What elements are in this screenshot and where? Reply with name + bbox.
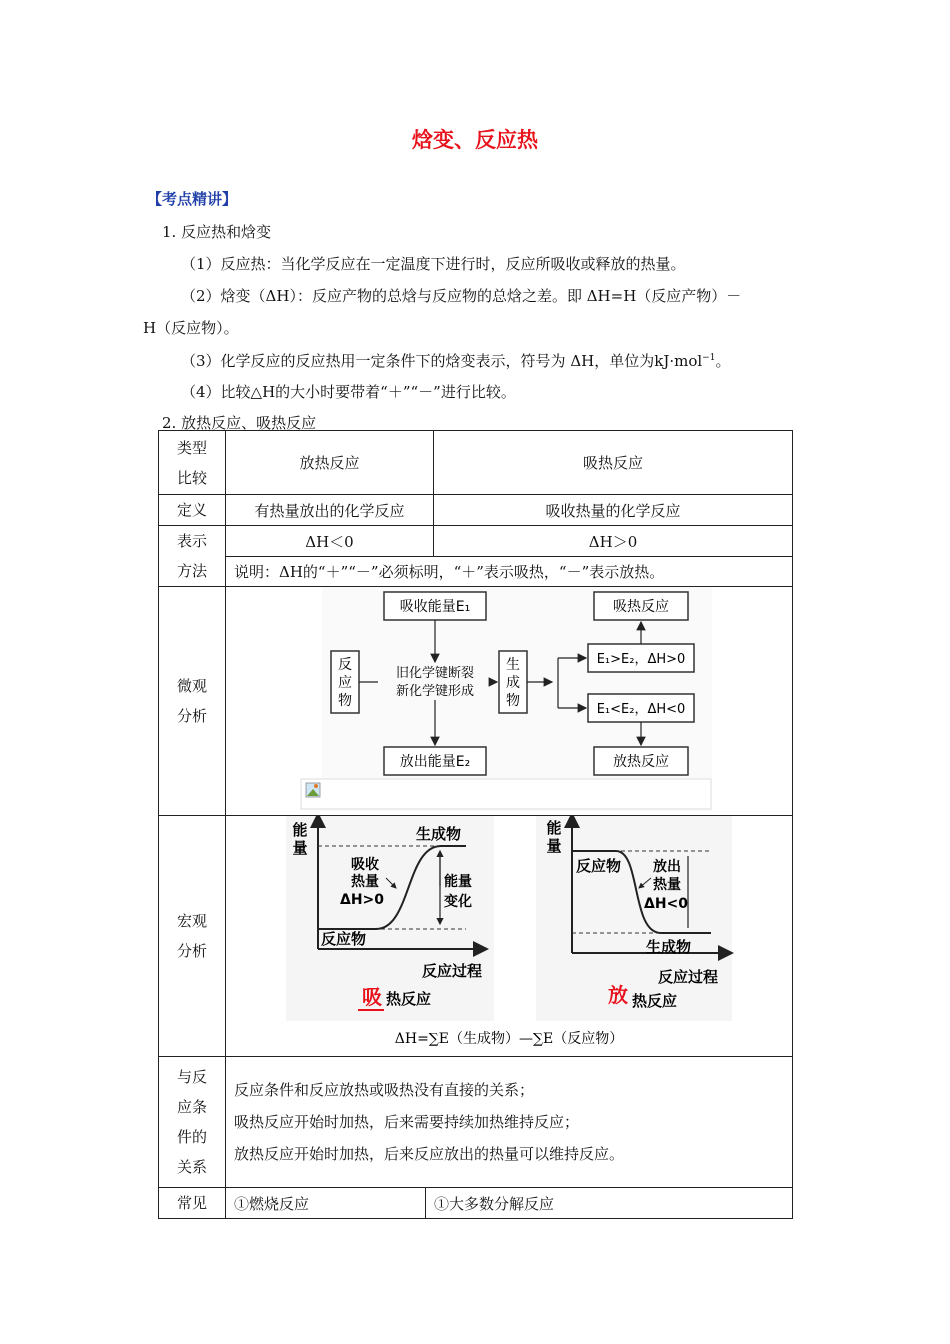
common-endo: ①大多数分解反应 [426,1188,793,1219]
endo-product-label: 生成物 [416,825,462,843]
exo-release-3: ΔH<0 [644,896,689,912]
bond-break-text: 旧化学键断裂 [395,666,475,681]
p1-item-3 [181,350,730,371]
reactant-char-1: 反 [338,657,352,673]
cond-endo-text: E₁>E₂，ΔH>0 [596,652,686,667]
broken-image-icon-sun [314,784,318,788]
p1-item-2: （2）焓变（ΔH）：反应产物的总焓与反应物的总焓之差。即 ΔH=H（反应产物）－ [181,287,742,305]
def-exo: 有热量放出的化学反应 [226,495,434,526]
product-char-1: 生 [506,657,520,673]
micro-label-cell [159,587,226,816]
endo-caption-big: 吸 [362,985,382,1009]
exo-chart-bg [536,816,732,1021]
cond-exo-text: E₁<E₂，ΔH<0 [596,702,686,717]
micro-diagram [226,587,792,811]
def-endo: 吸收热量的化学反应 [434,495,793,526]
p1-item-1: （1）反应热：当化学反应在一定温度下进行时，反应所吸收或释放的热量。 [181,255,686,273]
exo-caption-rest: 热反应 [632,992,678,1010]
endo-absorb-2: 热量 [351,874,379,890]
cond-line-3: 放热反应开始时加热，后来反应放出的热量可以维持反应。 [234,1145,625,1163]
endo-y-label-1: 能 [292,821,308,839]
reactant-char-3: 物 [338,693,352,709]
cond-label-cell [159,1057,226,1188]
macro-formula: ΔH=∑E（生成物）—∑E（反应物） [394,1031,624,1047]
endo-x-label: 反应过程 [422,962,483,980]
exo-release-1: 放出 [653,859,681,875]
endo-change-2: 变化 [444,894,472,910]
col-exo: 放热反应 [226,431,434,495]
p2-heading: 2. 放热反应、吸热反应 [162,414,317,432]
reactant-char-2: 应 [338,675,352,691]
p1-item-3-text: （3）化学反应的反应热用一定条件下的焓变表示，符号为 ΔH，单位为kJ·mol [181,352,703,370]
unit-exponent: −1 [702,353,716,363]
product-char-2: 成 [506,675,520,691]
expr-label-2: 方法 [176,562,207,580]
expr-exo: ΔH＜0 [226,526,434,557]
p1-heading: 1. 反应热和焓变 [162,223,272,241]
macro-label-cell [159,816,226,1057]
endo-absorb-3: ΔH>0 [340,892,385,908]
exo-x-label: 反应过程 [658,968,719,986]
p1-item-3-end: 。 [715,352,731,370]
macro-label-2: 分析 [176,942,207,960]
header-label-2: 比较 [176,468,207,487]
exo-y-label-2: 量 [546,837,562,855]
common-label: 常见 [159,1188,226,1219]
cond-label-1: 与反 [176,1068,207,1086]
macro-diagram-cell [226,816,793,1057]
exo-release-2: 热量 [653,877,681,893]
release-energy-text: 放出能量E₂ [399,754,471,770]
exo-result-text: 放热反应 [613,754,669,770]
product-char-3: 物 [506,693,520,709]
cond-line-2: 吸热反应开始时加热，后来需要持续加热维持反应； [234,1113,580,1131]
endo-result-text: 吸热反应 [613,599,669,615]
p1-item-4: （4）比较△H的大小时要带着“＋”“－”进行比较。 [181,383,516,401]
cond-label-3: 件的 [176,1128,207,1146]
cond-label-4: 关系 [176,1158,207,1176]
exo-y-label-1: 能 [546,819,562,837]
endo-absorb-1: 吸收 [351,857,379,873]
micro-diagram-cell [226,587,793,816]
comparison-table [158,430,793,1219]
absorb-energy-text: 吸收能量E₁ [399,599,471,615]
section-heading: 【考点精讲】 [147,190,238,208]
header-label-1: 类型 [176,438,207,457]
p1-item-2-cont: H（反应物）。 [143,319,239,337]
def-label: 定义 [159,495,226,526]
endo-y-label-2: 量 [292,839,308,857]
header-label-cell [159,431,226,495]
macro-label-1: 宏观 [176,912,207,930]
endo-change-1: 能量 [444,874,472,890]
expr-note: 说明：ΔH的“＋”“－”必须标明，“＋”表示吸热，“－”表示放热。 [226,557,793,587]
common-exo: ①燃烧反应 [226,1188,426,1219]
macro-diagram [226,816,792,1052]
cond-line-1: 反应条件和反应放热或吸热没有直接的关系； [234,1081,535,1099]
endo-caption-rest: 热反应 [386,990,432,1008]
micro-label-2: 分析 [176,707,207,725]
expr-label-cell [159,526,226,587]
micro-label-1: 微观 [176,677,207,695]
col-endo: 吸热反应 [434,431,793,495]
cond-label-2: 应条 [176,1098,207,1116]
bond-form-text: 新化学键形成 [395,684,475,699]
cond-content [226,1057,793,1188]
exo-product-label: 生成物 [646,938,692,956]
exo-caption-big: 放 [608,983,628,1007]
expr-endo: ΔH＞0 [434,526,793,557]
expr-label-1: 表示 [176,532,207,550]
page-title: 焓变、反应热 [412,128,538,152]
endo-reactant-label: 反应物 [321,930,367,948]
image-placeholder [301,779,711,809]
exo-reactant-label: 反应物 [576,857,622,875]
